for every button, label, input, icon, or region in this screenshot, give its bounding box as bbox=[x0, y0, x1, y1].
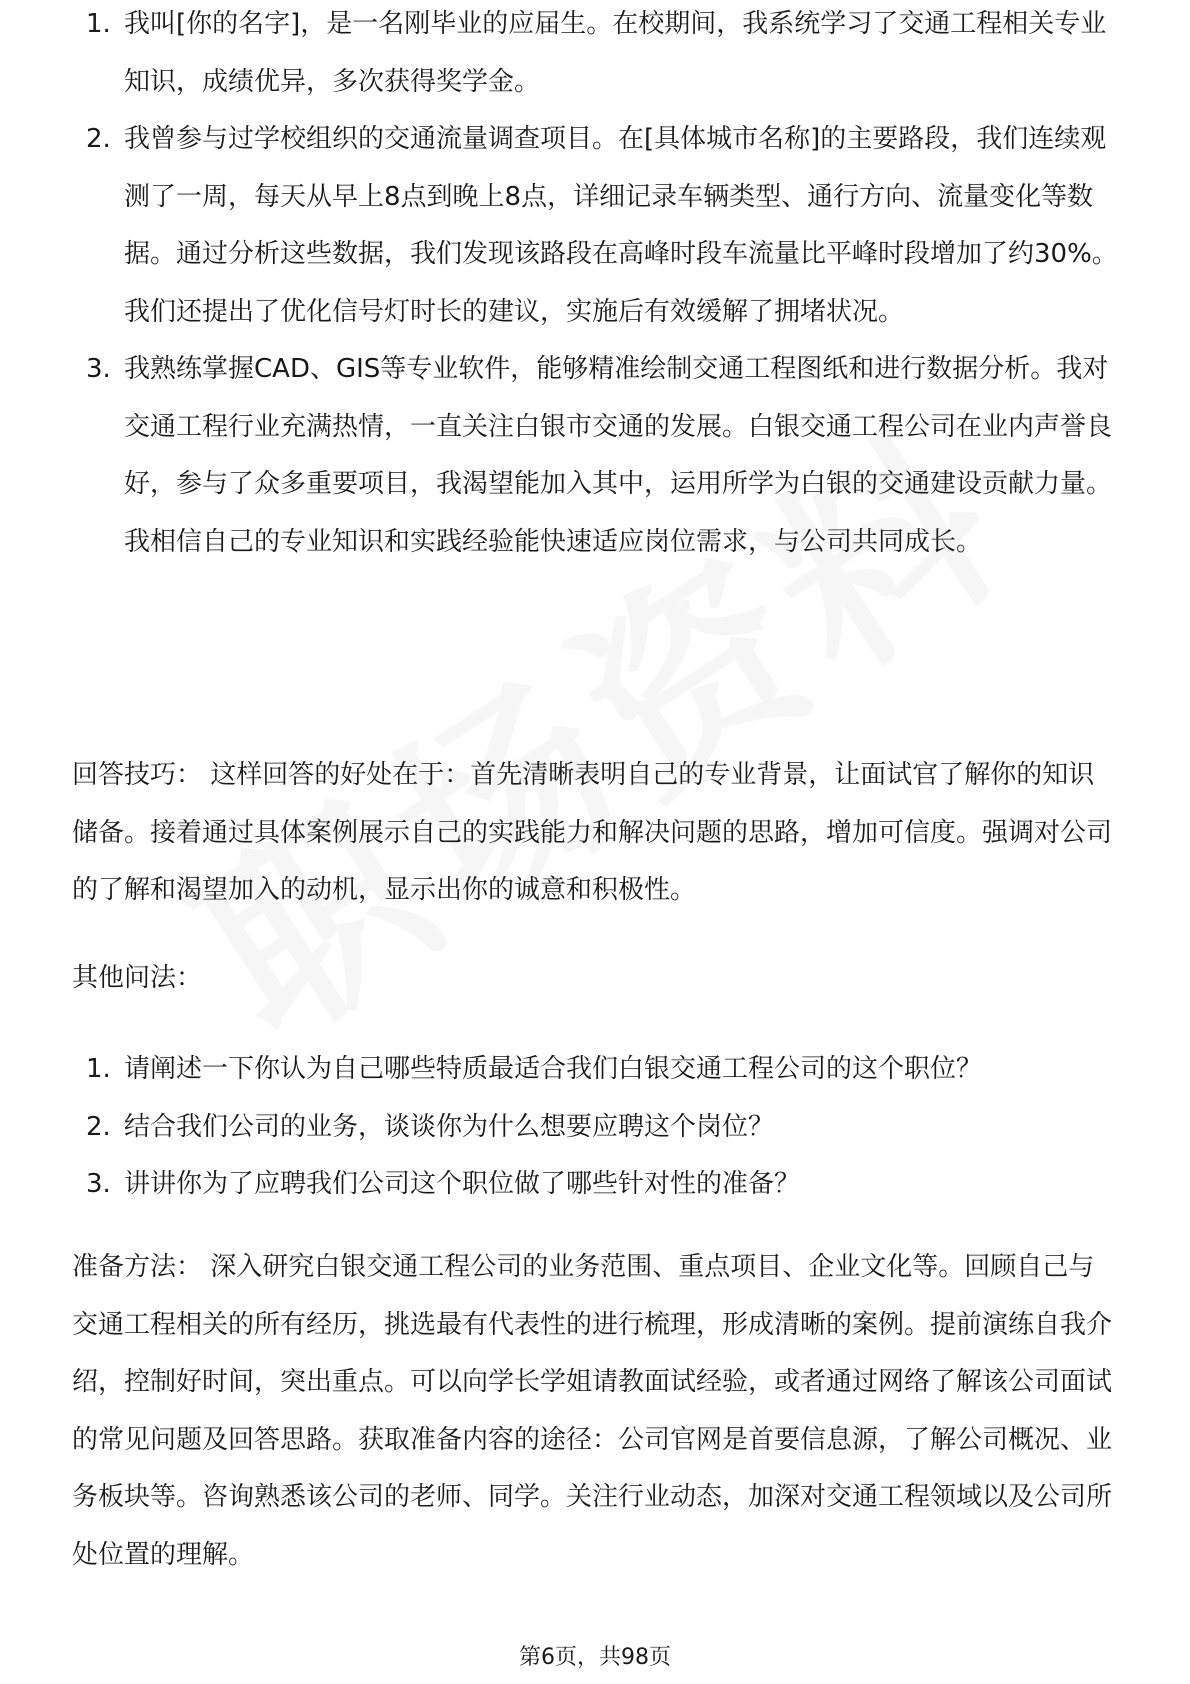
list-number: 3. bbox=[86, 1169, 111, 1199]
list-number: 2. bbox=[86, 124, 111, 154]
list-text: 我曾参与过学校组织的交通流量调查项目。在[具体城市名称]的主要路段，我们连续观测了一周，每天从早上8点到晚上8点，详细记录车辆类型、通行方向、流量变化等数据。通过分析这些数据，我们发现该路段在高峰时段车流量比平峰时段增加了约30%。我们还提出了优化信号灯时长的建议，实施后有效缓解了拥堵状况。 bbox=[124, 124, 1118, 327]
list-text: 请阐述一下你认为自己哪些特质最适合我们白银交通工程公司的这个职位？ bbox=[124, 1054, 983, 1084]
list-item bbox=[72, 0, 1118, 111]
list-number: 1. bbox=[86, 9, 111, 39]
list-item bbox=[72, 111, 1118, 341]
list-number: 2. bbox=[86, 1111, 111, 1142]
tips-text: 这样回答的好处在于：首先清晰表明自己的专业背景，让面试官了解你的知识储备。接着通过具体案例展示自己的实践能力和解决问题的思路，增加可信度。强调对公司的了解和渴望加入的动机，显示出你的诚意和积极性。 bbox=[72, 760, 1113, 905]
prep-label: 准备方法： bbox=[72, 1252, 203, 1282]
other-questions-list bbox=[72, 1041, 1118, 1214]
other-questions-label: 其他问法： bbox=[72, 963, 203, 993]
preparation-method bbox=[72, 1239, 1118, 1584]
answer-tips bbox=[72, 747, 1118, 920]
list-text: 讲讲你为了应聘我们公司这个职位做了哪些针对性的准备？ bbox=[124, 1169, 801, 1199]
list-text: 我熟练掌握CAD、GIS等专业软件，能够精准绘制交通工程图纸和进行数据分析。我对交通工程行业充满热情，一直关注白银市交通的发展。白银交通工程公司在业内声誉良好，参与了众多重要项目，我渴望能加入其中，运用所学为白银的交通建设贡献力量。我相信自己的专业知识和实践经验能快速适应岗位需求，与公司共同成长。 bbox=[124, 354, 1113, 557]
answer-list bbox=[72, 9, 1118, 571]
list-item bbox=[72, 1099, 1118, 1157]
list-number: 3. bbox=[86, 354, 111, 384]
list-item bbox=[72, 1041, 1118, 1099]
list-item bbox=[72, 341, 1118, 571]
page-number: 第6页，共98页 bbox=[519, 1645, 671, 1670]
list-item bbox=[72, 1156, 1118, 1214]
list-text: 结合我们公司的业务，谈谈你为什么想要应聘这个岗位？ bbox=[124, 1111, 775, 1142]
list-number: 1. bbox=[86, 1054, 111, 1084]
prep-text: 深入研究白银交通工程公司的业务范围、重点项目、企业文化等。回顾自己与交通工程相关的所有经历，挑选最有代表性的进行梳理，形成清晰的案例。提前演练自我介绍，控制好时间，突出重点。可以向学长学姐请教面试经验，或者通过网络了解该公司面试的常见问题及回答思路。获取准备内容的途径：公司官网是首要信息源，了解公司概况、业务板块等。咨询熟悉该公司的老师、同学。关注行业动态，加深对交通工程领域以及公司所处位置的理解。 bbox=[72, 1252, 1113, 1570]
list-text: 我叫[你的名字]，是一名刚毕业的应届生。在校期间，我系统学习了交通工程相关专业知识，成绩优异，多次获得奖学金。 bbox=[124, 9, 1107, 97]
tips-label: 回答技巧： bbox=[72, 760, 203, 790]
